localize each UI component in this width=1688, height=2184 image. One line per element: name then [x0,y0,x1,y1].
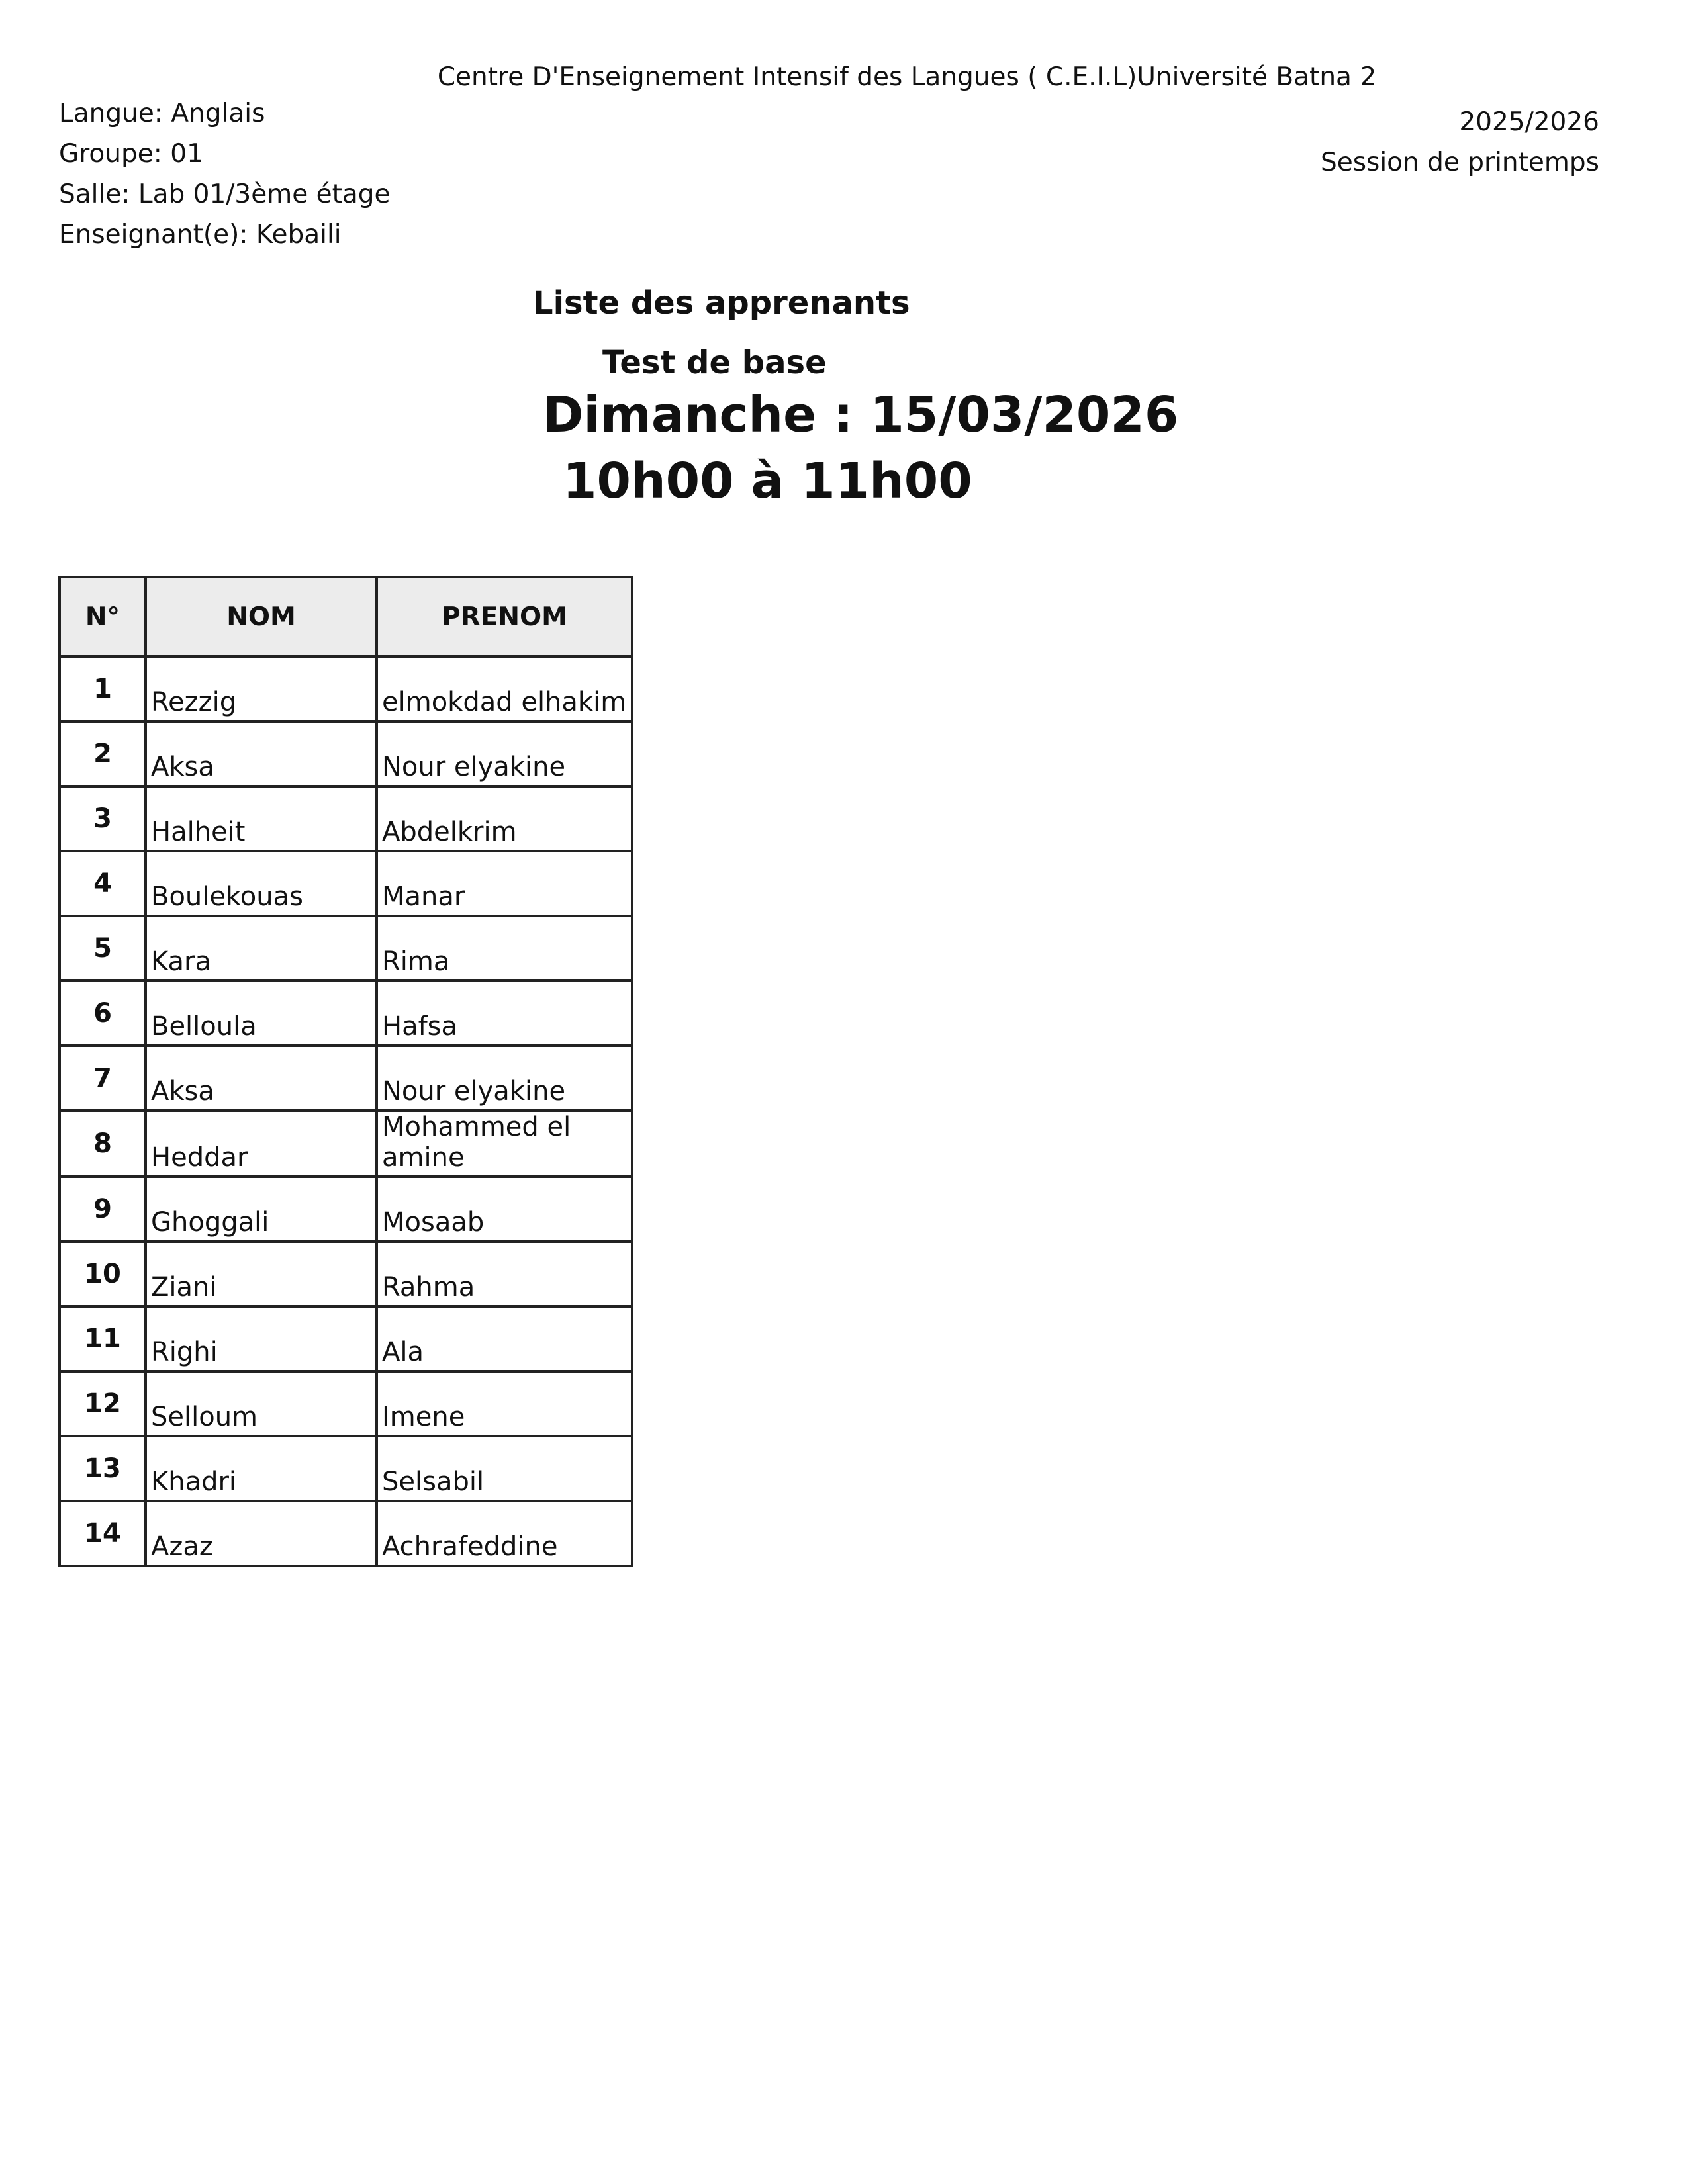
table-row [60,1501,632,1566]
row-prenom-cell: Hafsa [377,981,632,1046]
row-prenom-cell: Selsabil [377,1436,632,1501]
row-prenom-cell: elmokdad elhakim [377,657,632,721]
row-nom-cell: Ghoggali [146,1177,377,1242]
row-nom-cell: Khadri [146,1436,377,1501]
row-number-cell: 8 [60,1111,146,1177]
row-prenom-cell: Mohammed el amine [377,1111,632,1177]
col-prenom-header: PRENOM [377,577,632,657]
table-row [60,1046,632,1111]
row-nom-cell: Righi [146,1306,377,1371]
row-number-cell: 3 [60,786,146,851]
date-title: Dimanche : 15/03/2026 [543,387,1179,443]
row-nom-cell: Belloula [146,981,377,1046]
row-prenom-cell: Ala [377,1306,632,1371]
test-title: Test de base [602,344,827,381]
row-prenom-cell: Manar [377,851,632,916]
row-number-cell: 10 [60,1242,146,1306]
langue-label: Langue: Anglais [59,99,265,128]
row-prenom-cell: Rima [377,916,632,981]
table-row [60,721,632,786]
row-prenom-cell: Imene [377,1371,632,1436]
col-num-header: N° [60,577,146,657]
row-number-cell: 12 [60,1371,146,1436]
row-prenom-cell: Rahma [377,1242,632,1306]
time-title: 10h00 à 11h00 [563,453,972,510]
table-body [60,657,632,1566]
table-row [60,786,632,851]
row-nom-cell: Aksa [146,1046,377,1111]
row-prenom-cell: Nour elyakine [377,721,632,786]
row-nom-cell: Heddar [146,1111,377,1177]
table-row [60,1371,632,1436]
row-nom-cell: Boulekouas [146,851,377,916]
students-table [58,576,633,1567]
row-number-cell: 4 [60,851,146,916]
groupe-label: Groupe: 01 [59,139,203,169]
row-number-cell: 5 [60,916,146,981]
row-number-cell: 6 [60,981,146,1046]
row-nom-cell: Kara [146,916,377,981]
table-row [60,1242,632,1306]
row-prenom-cell: Nour elyakine [377,1046,632,1111]
liste-title: Liste des apprenants [533,285,910,322]
enseignant-label: Enseignant(e): Kebaili [59,220,342,250]
table-row [60,1306,632,1371]
meta-block [59,93,391,255]
row-prenom-cell: Abdelkrim [377,786,632,851]
row-prenom-cell: Mosaab [377,1177,632,1242]
table-row [60,1111,632,1177]
table-row [60,851,632,916]
row-number-cell: 13 [60,1436,146,1501]
annee-label: 2025/2026 [1459,107,1599,137]
row-prenom-cell: Achrafeddine [377,1501,632,1566]
session-block [1321,102,1599,183]
row-number-cell: 9 [60,1177,146,1242]
table-row [60,657,632,721]
row-number-cell: 1 [60,657,146,721]
table-row [60,1436,632,1501]
row-nom-cell: Rezzig [146,657,377,721]
row-nom-cell: Halheit [146,786,377,851]
row-nom-cell: Aksa [146,721,377,786]
row-number-cell: 2 [60,721,146,786]
table-row [60,916,632,981]
table-row [60,981,632,1046]
row-nom-cell: Selloum [146,1371,377,1436]
row-number-cell: 14 [60,1501,146,1566]
row-nom-cell: Azaz [146,1501,377,1566]
row-number-cell: 11 [60,1306,146,1371]
session-label: Session de printemps [1320,148,1599,177]
row-number-cell: 7 [60,1046,146,1111]
col-nom-header: NOM [146,577,377,657]
table-row [60,1177,632,1242]
salle-label: Salle: Lab 01/3ème étage [59,179,391,209]
row-nom-cell: Ziani [146,1242,377,1306]
institution-header: Centre D'Enseignement Intensif des Langues ( C.E.I.L)Université Batna 2 [437,62,1377,92]
table-header-row [60,577,632,657]
